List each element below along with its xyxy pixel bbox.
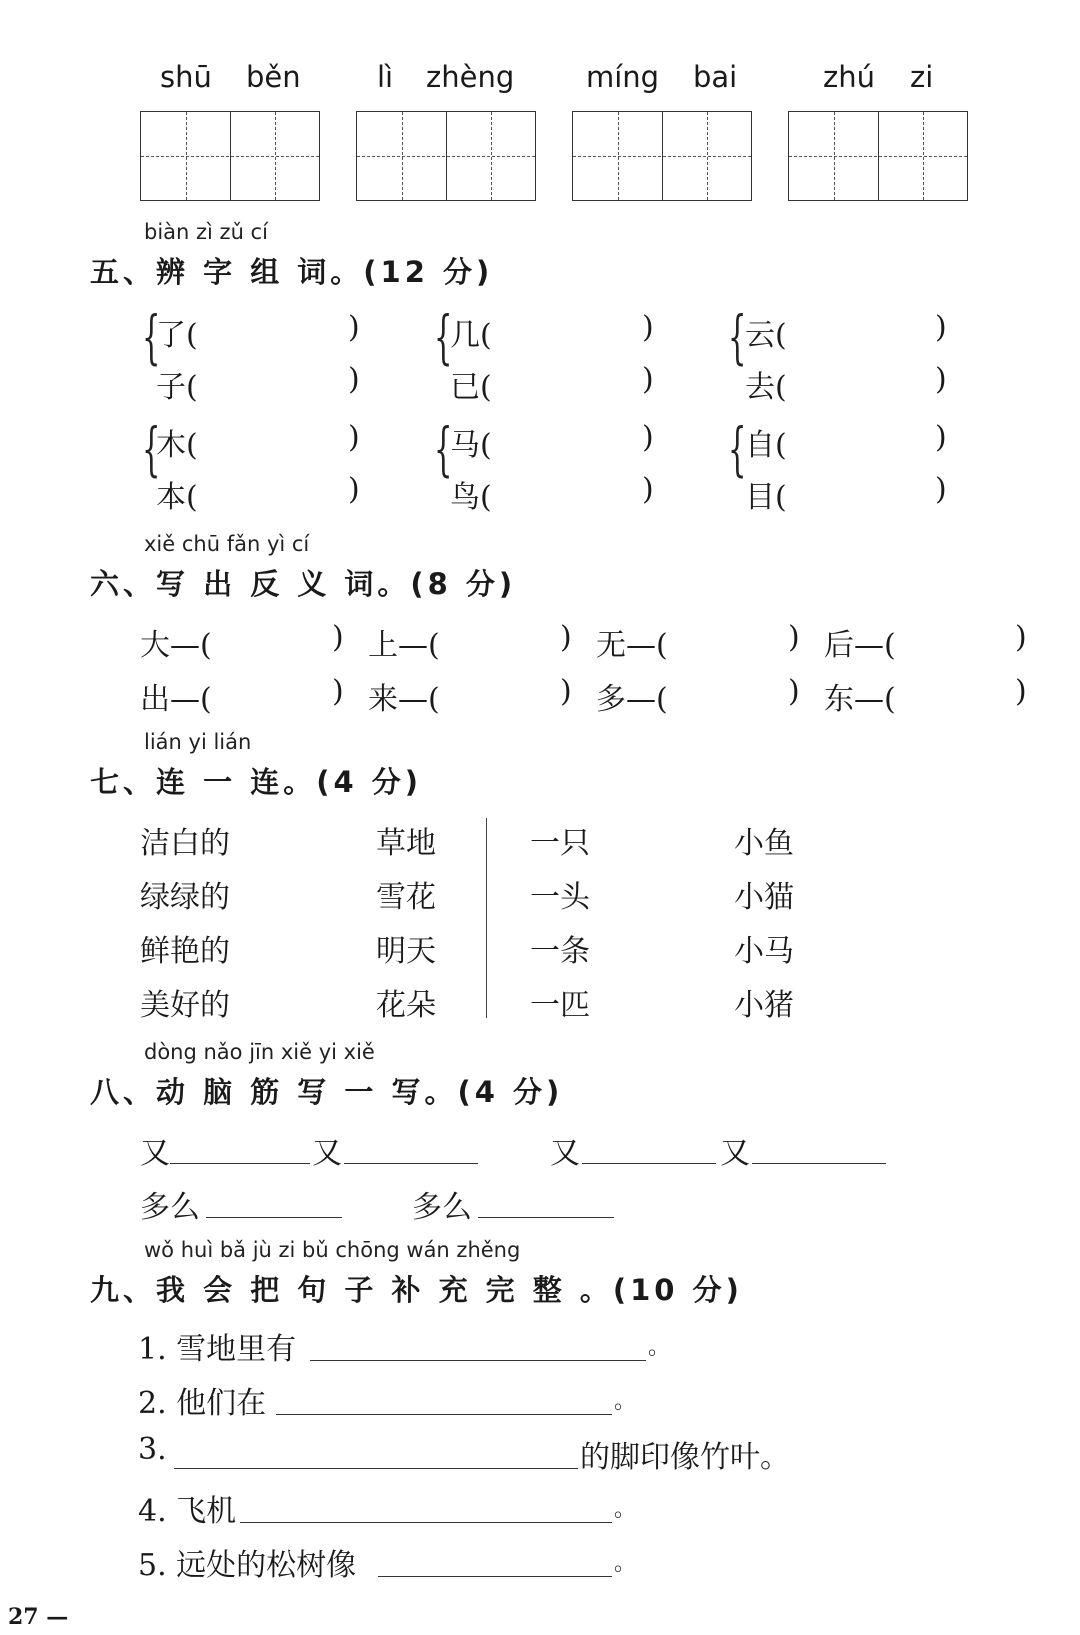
sec6-item: 后—(: [824, 628, 896, 663]
close-paren: ): [560, 674, 572, 709]
close-paren: ): [935, 420, 947, 455]
match-left-word[interactable]: 鲜艳的: [140, 934, 230, 969]
sec6-item: 大—(: [140, 628, 212, 663]
sec5-item: 已(: [450, 370, 492, 405]
duome-prompt: 多么: [140, 1190, 200, 1225]
match-right-target[interactable]: 小猪: [734, 988, 794, 1023]
close-paren: ): [348, 472, 360, 507]
match-right-word[interactable]: 一条: [530, 934, 590, 969]
answer-line[interactable]: [170, 1163, 310, 1164]
sentence-prompt: 4. 飞机: [138, 1494, 237, 1529]
sec6-pinyin: xiě chū fǎn yì cí: [144, 532, 310, 556]
answer-line[interactable]: [310, 1360, 646, 1361]
match-left-word[interactable]: 美好的: [140, 988, 230, 1023]
answer-line[interactable]: [378, 1576, 612, 1577]
sentence-prompt: 5. 远处的松树像: [138, 1548, 357, 1583]
close-paren: ): [332, 620, 344, 655]
sec9-pinyin: wǒ huì bǎ jù zi bǔ chōng wán zhěng: [144, 1238, 521, 1262]
close-paren: ): [642, 310, 654, 345]
you-prompt: 又: [312, 1136, 342, 1171]
close-paren: ): [560, 620, 572, 655]
match-right-word[interactable]: 一头: [530, 880, 590, 915]
sec6-item: 东—(: [824, 682, 896, 717]
sec5-item: 木(: [156, 428, 198, 463]
page-number: 27 —: [8, 1604, 69, 1630]
close-paren: ): [788, 620, 800, 655]
sec9-title: 九、我 会 把 句 子 补 充 完 整 。(10 分): [90, 1273, 743, 1307]
answer-line[interactable]: [276, 1414, 612, 1415]
column-divider: [486, 818, 487, 1018]
sec5-item: 了(: [156, 318, 198, 353]
brace: {: [728, 415, 747, 483]
close-paren: ): [935, 472, 947, 507]
sec5-item: 去(: [745, 370, 787, 405]
sec8-pinyin: dòng nǎo jīn xiě yi xiě: [144, 1040, 375, 1064]
close-paren: ): [935, 362, 947, 397]
sec6-item: 来—(: [368, 682, 440, 717]
sec5-item: 目(: [745, 480, 787, 515]
match-left-target[interactable]: 雪花: [376, 880, 436, 915]
pinyin-li: lì: [377, 60, 394, 94]
close-paren: ): [348, 362, 360, 397]
sec7-pinyin: lián yi lián: [144, 730, 252, 754]
sec6-item: 出—(: [140, 682, 212, 717]
sec6-title: 六、写 出 反 义 词。(8 分): [90, 567, 517, 601]
close-paren: ): [348, 310, 360, 345]
pinyin-shu: shū: [160, 60, 212, 94]
brace: {: [142, 415, 161, 483]
sec5-item: 本(: [156, 480, 198, 515]
duome-prompt: 多么: [412, 1190, 472, 1225]
brace: {: [434, 303, 453, 371]
match-left-word[interactable]: 绿绿的: [140, 880, 230, 915]
answer-line[interactable]: [478, 1217, 614, 1218]
sec5-item: 子(: [156, 370, 198, 405]
pinyin-zheng: zhèng: [426, 60, 515, 94]
sentence-period: 。: [614, 1497, 637, 1522]
match-right-target[interactable]: 小鱼: [734, 826, 794, 861]
answer-line[interactable]: [344, 1163, 478, 1164]
sentence-period: 。: [648, 1335, 671, 1360]
close-paren: ): [788, 674, 800, 709]
sec5-title: 五、辨 字 组 词。(12 分): [90, 255, 494, 289]
close-paren: ): [332, 674, 344, 709]
sentence-ending: 的脚印像竹叶。: [580, 1440, 790, 1475]
sec5-item: 自(: [745, 428, 787, 463]
answer-line[interactable]: [206, 1217, 342, 1218]
match-left-target[interactable]: 花朵: [376, 988, 436, 1023]
close-paren: ): [348, 420, 360, 455]
sentence-prompt: 1. 雪地里有: [138, 1332, 297, 1367]
match-left-target[interactable]: 明天: [376, 934, 436, 969]
match-right-target[interactable]: 小猫: [734, 880, 794, 915]
close-paren: ): [642, 362, 654, 397]
brace: {: [142, 303, 161, 371]
sec5-item: 鸟(: [450, 480, 492, 515]
sec8-title: 八、动 脑 筋 写 一 写。(4 分): [90, 1075, 564, 1109]
answer-line[interactable]: [752, 1163, 886, 1164]
pinyin-zi: zi: [910, 60, 934, 94]
brace: {: [434, 415, 453, 483]
sec5-item: 几(: [450, 318, 492, 353]
writing-grid[interactable]: [572, 111, 752, 201]
pinyin-ben: běn: [246, 60, 301, 94]
match-right-word[interactable]: 一匹: [530, 988, 590, 1023]
writing-grid[interactable]: [356, 111, 536, 201]
close-paren: ): [935, 310, 947, 345]
writing-grid[interactable]: [788, 111, 968, 201]
match-right-target[interactable]: 小马: [734, 934, 794, 969]
pinyin-ming: míng: [586, 60, 660, 94]
match-left-word[interactable]: 洁白的: [140, 826, 230, 861]
sec5-item: 马(: [450, 428, 492, 463]
sentence-period: 。: [614, 1551, 637, 1576]
answer-line[interactable]: [174, 1468, 578, 1469]
answer-line[interactable]: [240, 1522, 612, 1523]
you-prompt: 又: [720, 1136, 750, 1171]
sentence-prompt: 3.: [138, 1432, 167, 1467]
sec7-title: 七、连 一 连。(4 分): [90, 765, 422, 799]
you-prompt: 又: [550, 1136, 580, 1171]
you-prompt: 又: [140, 1136, 170, 1171]
sec6-item: 无—(: [596, 628, 668, 663]
match-right-word[interactable]: 一只: [530, 826, 590, 861]
pinyin-bai: bai: [693, 60, 738, 94]
brace: {: [728, 303, 747, 371]
close-paren: ): [1015, 674, 1027, 709]
sentence-period: 。: [614, 1389, 637, 1414]
sec5-item: 云(: [745, 318, 787, 353]
sentence-prompt: 2. 他们在: [138, 1386, 267, 1421]
close-paren: ): [642, 472, 654, 507]
sec5-pinyin: biàn zì zǔ cí: [144, 220, 268, 244]
answer-line[interactable]: [582, 1163, 716, 1164]
sec6-item: 上—(: [368, 628, 440, 663]
writing-grid[interactable]: [140, 111, 320, 201]
close-paren: ): [1015, 620, 1027, 655]
pinyin-zhu: zhú: [823, 60, 875, 94]
close-paren: ): [642, 420, 654, 455]
match-left-target[interactable]: 草地: [376, 826, 436, 861]
sec6-item: 多—(: [596, 682, 668, 717]
